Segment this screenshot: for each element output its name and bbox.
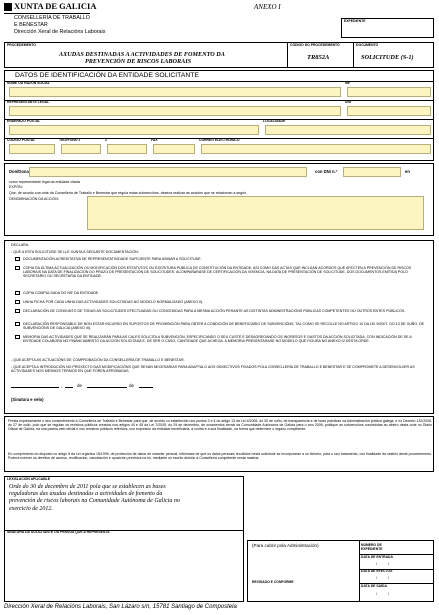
email-field[interactable] bbox=[201, 144, 431, 154]
xunta-logo bbox=[4, 3, 129, 37]
dept-line2: E BENESTAR bbox=[14, 22, 48, 28]
procedure-code: TR852A bbox=[307, 54, 330, 61]
dni-field[interactable] bbox=[343, 167, 401, 177]
section1-title: DATOS DE IDENTIFICACIÓN DA ENTIDADE SOLICITANTE bbox=[15, 72, 199, 79]
document-label: DOCUMENTO bbox=[356, 43, 379, 47]
section-identification: DATOS DE IDENTIFICACIÓN DA ENTIDADE SOLICITANTE NOME OU RAZÓN SOCIAL NIF REPRESENTANTE LEGAL DNI ENDEREZO POSTAL LOCALIDADE CÓDIGO POSTAL TELÉFONO 1 2 FAX CORREO ELECTRÓNICO bbox=[4, 70, 434, 161]
procedure-code-label: CÓDIGO DO PROCEDEMENTO bbox=[290, 43, 340, 47]
doc-checkbox-4[interactable] bbox=[15, 300, 20, 304]
doc-checkbox-7[interactable] bbox=[15, 335, 20, 339]
postal-code-field[interactable] bbox=[9, 144, 55, 154]
procedure-bar bbox=[4, 42, 434, 68]
document-name: SOLICITUDE (S-1) bbox=[361, 54, 414, 61]
procedure-title-2: PREVENCIÓN DE RISCOS LABORAIS bbox=[85, 58, 192, 65]
dept-line1: CONSELLERÍA DE TRABALLO bbox=[14, 15, 90, 21]
legal-text-box: Presta expresamente o seu consentimento á Consellería de Traballo e Benestar para que, de acordo co establecido nos puntos 3 e 4 do artigo 13 da Lei 4/2006, do 30 de xuño, de transparencia e de boas prácticas na Administración pública galega, e no Decreto 132/2006, do 27 de xullo, polo que se regulan os rexistros públicos creados nos artigos 44 e 45 da Lei 7/2005, do 29 de decembro, de orzamentos xerais da Comunidade Autónoma de Galicia para o ano 2006, publique as subvencións concedidas ao abeiro desta orde no Diario Oficial de Galicia, na súa páxina web oficial e nos rexistros públicos referidos, con expresión da entidade beneficiaria, a contía e a súa finalidade, na forma que determine o órgano competente. En cumprimento do disposto no artigo 5 da Lei orgánica 15/1999, de protección de datos de carácter persoal, infórmase de que os datos persoais recollidos nesta solicitude se incorporarán a un ficheiro, para o seu tratamento, con finalidade da xestión deste procedemento. Poderá exercer os dereitos de acceso, rectificación, cancelación e oposición previstos na lei, mediante un escrito dirixido á Consellería competente nesta materia. bbox=[4, 416, 434, 472]
admin-box: (Para cubrir pola Administración) REVISADO E CONFORME NÚMERO DE EXPEDIENTE DATA DE ENTRADA / / DATA DE EFECTOS / / DATA DE SAÍDA / / bbox=[247, 540, 434, 602]
address-field[interactable] bbox=[9, 125, 259, 135]
nome-field[interactable] bbox=[9, 87, 341, 97]
dept-line3: Dirección Xeral de Relacións Laborais bbox=[14, 29, 106, 35]
don-field[interactable] bbox=[29, 167, 307, 177]
procedure-title-1: AXUDAS DESTINADAS A ACTIVIDADES DE FOMENTO DA bbox=[59, 51, 225, 58]
phone2-field[interactable] bbox=[107, 144, 147, 154]
action-name-field[interactable] bbox=[87, 196, 424, 230]
legislation-text: Orde do 30 de decembro de 2011 pola que se establecen as bases reguladoras das axudas destinadas a actividades de fomento da prevención de riscos laborais na Comunidade Autónoma de Galicia no exercicio de 2012. bbox=[9, 484, 180, 512]
annex-label: ANEXO I bbox=[254, 3, 281, 11]
nif-field[interactable] bbox=[347, 87, 431, 97]
fax-field[interactable] bbox=[153, 144, 195, 154]
procedure-label: PROCEDEMENTO bbox=[7, 43, 36, 47]
footer-address: Dirección Xeral de Relacións Laborais, San Lázaro s/n, 15781 Santiago de Compostela bbox=[4, 604, 237, 610]
doc-checkbox-1[interactable] bbox=[15, 257, 20, 261]
representative-field[interactable] bbox=[9, 106, 341, 116]
phone1-field[interactable] bbox=[61, 144, 101, 154]
doc-checkbox-5[interactable] bbox=[15, 309, 20, 313]
section-declara: DECLARA: - QUE A ESTA SOLICITUDE SE LLE XUNTA A SEGUINTE DOCUMENTACIÓN: DOCUMENTACIÓN ACREDITATIVA DE REPRESENTATIVIDADE SUFICIENTE PARA ASINAR A SOLICITUDE. COPIA DA ÚLTIMA ACTUALIZACIÓN OU MODIFICACIÓN DOS ESTATUTOS OU ESCRITURA PÚBLICA DE CONSTITUCIÓN DA ENTIDADE, ASÍ COMO DAS ACTAS QUE INCLÚAN ACORDOS QUE AFECTEN A PREVENCIÓN DE RISCOS LABORAIS NA DATA DE FINALIZACIÓN DO PRAZO DE PRESENTACIÓN DE SOLICITUDES. ACOMPAÑARASE DE CERTIFICACIÓN DA VIXENCIA, NA DATA DE PRESENTACIÓN DE SOLICITUDE, DOS DOCUMENTOS EMITIDA POLO SECRETARIO OU SECRETARIA DA ENTIDADE. COPIA COMPULSADA DO NIF DA ENTIDADE. UNHA FICHA POR CADA UNHA DAS ACTIVIDADES SOLICITADAS NO MODELO NORMALIZADO (ANEXO II). DECLARACIÓN DE CONXUNTO DE TODAS AS SOLICITUDES EFECTUADAS OU CONCEDIDAS PARA A MESMA ACCIÓN PERANTE AS DISTINTAS ADMINISTRACIÓNS PÚBLICAS COMPETENTES OU OUTROS ENTES PÚBLICOS. DECLARACIÓN RESPONSABLE DE NON ESTAR INCURSO EN SUPOSTOS DE PROHIBICIÓN PARA OBTER A CONDICIÓN DE BENEFICIARIO DE SUBVENCIÓNS, TAL COMO SE RECOLLE NO ARTIGO 10 DA LEI 9/2007, DO 13 DE XUÑO, DE SUBVENCIÓNS DE GALICIA (ANEXO III). MEMORIA DAS ACTIVIDADES QUE SE REALIZARÁN PARA AS CALES SOLICITA A SUBVENCIÓN, ESPECIFICANDO O SEU CUSTE E DESAGREGANDO OS INGRESOS E GASTOS DA ACCIÓN SOLICITADA, CON INDICACIÓN DE SE A ENTIDADE COLABORA NO FINANCIAMENTO DA ACCIÓN SOLICITADA E, DE SER O CASO, CANTIDADE QUE ACHEGA. A MEMORIA PRESENTARASE NO MODELO QUE FIGURA NO ANEXO IV DESTA ORDE. - QUE ACEPTA AS ACTUACIÓNS DE COMPROBACIÓN DA CONSELLERÍA DE TRABALLO E BENESTAR. - QUE ACEPTA A INTRODUCIÓN NO PROXECTO DAS MODIFICACIÓNS QUE SEXAN NECESARIAS PARA ADAPTALO AOS OBXECTIVOS FIXADOS POLA CONSELLERÍA DE TRABALLO E BENESTAR E SE COMPROMETE A DESENVOLVER AS ACTIVIDADES NOS MESMOS TERMOS EN QUE FOREN APROBADAS. , de de (Sinatura e selo) bbox=[4, 240, 434, 414]
logo-divider bbox=[4, 13, 90, 14]
logo-emblem-icon bbox=[4, 3, 12, 11]
don-label: Don/Dona bbox=[9, 169, 29, 174]
doc-checkbox-3[interactable] bbox=[15, 291, 20, 295]
logo-text: XUNTA DE GALICIA bbox=[14, 1, 97, 11]
legislation-box: LEXISLACIÓN APLICABLE Orde do 30 de decembro de 2011 pola que se establecen as bases reguladoras das axudas destinadas a actividades de fomento da prevención de riscos laborais na Comunidade Autónoma de Galicia no exercicio de 2012. SINATURA DA SOLICITANTE OU PERSOA QUE A REPRESENTA bbox=[4, 476, 244, 602]
con-dni-label: con DNI n.º bbox=[315, 169, 338, 174]
locality-field[interactable] bbox=[265, 125, 431, 135]
section-request: Don/Dona con DNI n.º en como representante legal da entidade citada EXPÓN: Que, de acordo coa orde da Consellería de Traballo e Benestar que regula estas subvencións, desexa realizar as accións que se relacionan a seguir, DENOMINACIÓN DA ACCIÓN: bbox=[4, 163, 434, 236]
doc-checkbox-2[interactable] bbox=[15, 266, 20, 270]
expediente-box: EXPEDIENTE bbox=[341, 18, 434, 38]
rep-dni-field[interactable] bbox=[347, 106, 431, 116]
doc-checkbox-6[interactable] bbox=[15, 322, 20, 326]
